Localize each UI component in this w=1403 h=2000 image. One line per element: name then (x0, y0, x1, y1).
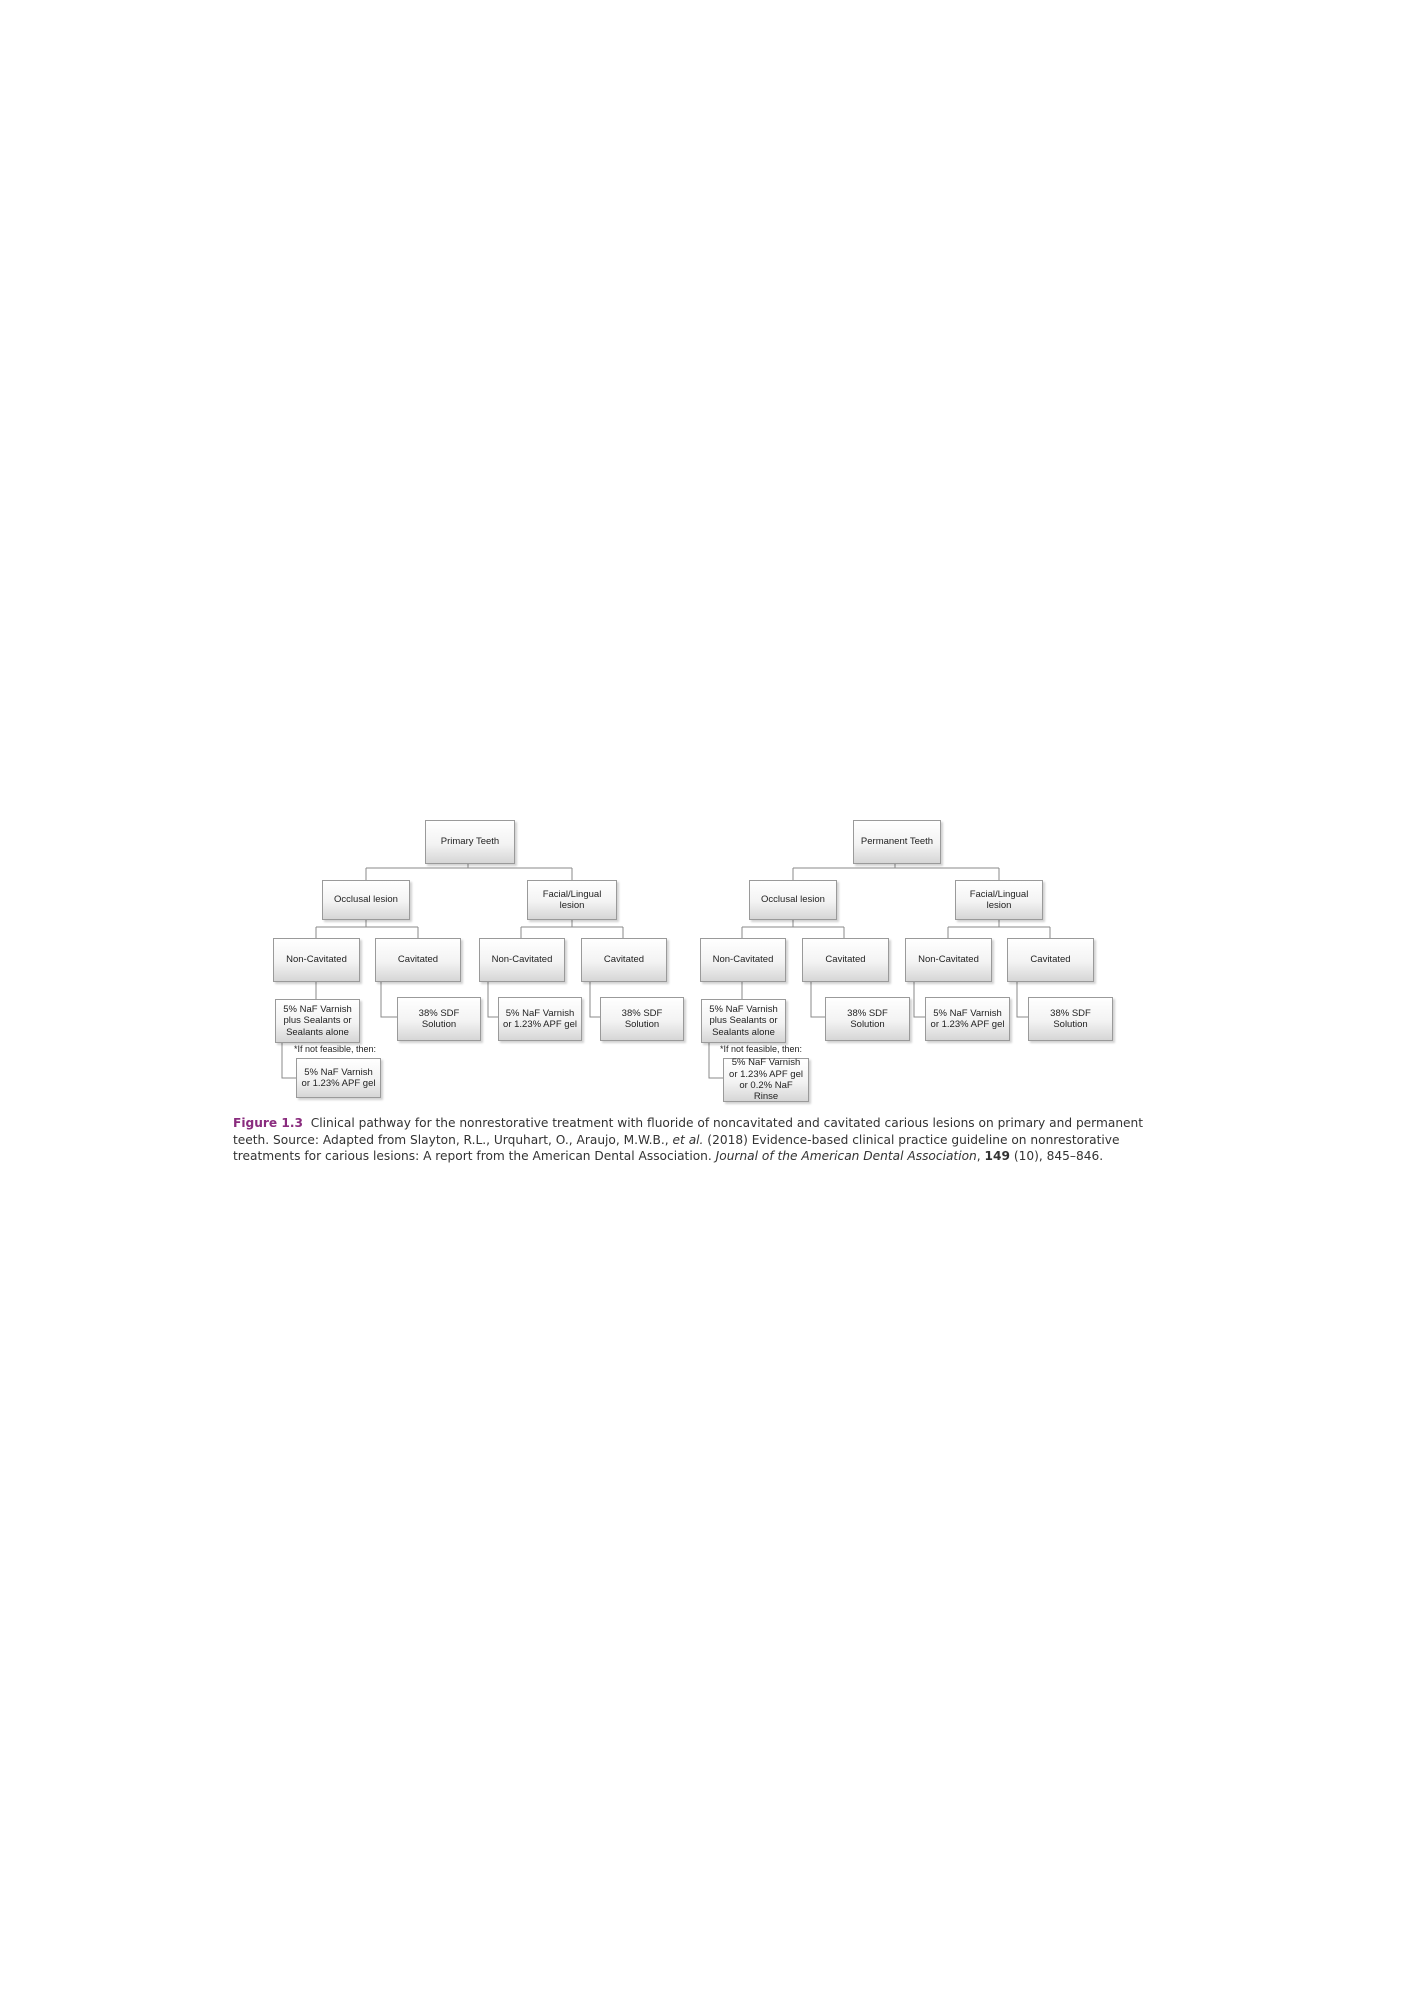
primary-occlusal-noncavitated-node: Non-Cavitated (273, 938, 360, 982)
caption-text: Clinical pathway for the nonrestorative treatment with fluoride of noncavitated and cavitated carious lesions on primary and permanent teeth. Source: Adapted from Slayton, R.L., Urquhart, O., Araujo, M.W.B., (233, 1116, 1144, 1147)
primary-occlusal-noncavitated-treatment-node: 5% NaF Varnish plus Sealants or Sealants alone (275, 999, 360, 1043)
permanent-facial-noncavitated-treatment-node: 5% NaF Varnish or 1.23% APF gel (925, 997, 1010, 1041)
figure-label: Figure 1.3 (233, 1116, 304, 1130)
permanent-facial-lingual-lesion-node: Facial/Lingual lesion (955, 880, 1043, 920)
primary-occlusal-cavitated-treatment-node: 38% SDF Solution (397, 997, 481, 1041)
permanent-occlusal-cavitated-node: Cavitated (802, 938, 889, 982)
caption-journal: Journal of the American Dental Association (715, 1149, 977, 1163)
primary-alternative-treatment-node: 5% NaF Varnish or 1.23% APF gel (296, 1058, 381, 1098)
permanent-occlusal-cavitated-treatment-node: 38% SDF Solution (825, 997, 910, 1041)
permanent-alternative-treatment-node: 5% NaF Varnish or 1.23% APF gel or 0.2% NaF Rinse (723, 1058, 809, 1102)
permanent-occlusal-noncavitated-node: Non-Cavitated (700, 938, 786, 982)
primary-occlusal-cavitated-node: Cavitated (375, 938, 461, 982)
primary-teeth-node: Primary Teeth (425, 820, 515, 864)
primary-facial-cavitated-node: Cavitated (581, 938, 667, 982)
permanent-facial-cavitated-node: Cavitated (1007, 938, 1094, 982)
caption-volume: 149 (984, 1149, 1010, 1163)
caption-text-2: (2018) Evidence-based clinical practice guideline on nonrestorative treatments for carious lesions: A report from the American Dental Association. (233, 1132, 1120, 1163)
caption-et-al: et al. (672, 1132, 704, 1147)
caption-text-3: , (976, 1149, 985, 1163)
permanent-facial-noncavitated-node: Non-Cavitated (905, 938, 992, 982)
permanent-not-feasible-note: *If not feasible, then: (720, 1044, 803, 1054)
primary-facial-lingual-lesion-node: Facial/Lingual lesion (527, 880, 617, 920)
figure-caption (233, 1115, 1183, 1165)
primary-facial-noncavitated-treatment-node: 5% NaF Varnish or 1.23% APF gel (498, 997, 582, 1041)
primary-not-feasible-note: *If not feasible, then: (294, 1044, 377, 1054)
permanent-facial-cavitated-treatment-node: 38% SDF Solution (1028, 997, 1113, 1041)
primary-facial-noncavitated-node: Non-Cavitated (479, 938, 565, 982)
permanent-occlusal-noncavitated-treatment-node: 5% NaF Varnish plus Sealants or Sealants alone (701, 999, 786, 1043)
primary-facial-cavitated-treatment-node: 38% SDF Solution (600, 997, 684, 1041)
permanent-occlusal-lesion-node: Occlusal lesion (749, 880, 837, 920)
permanent-teeth-node: Permanent Teeth (853, 820, 941, 864)
primary-occlusal-lesion-node: Occlusal lesion (322, 880, 410, 920)
caption-text-4: (10), 845–846. (1009, 1149, 1104, 1163)
